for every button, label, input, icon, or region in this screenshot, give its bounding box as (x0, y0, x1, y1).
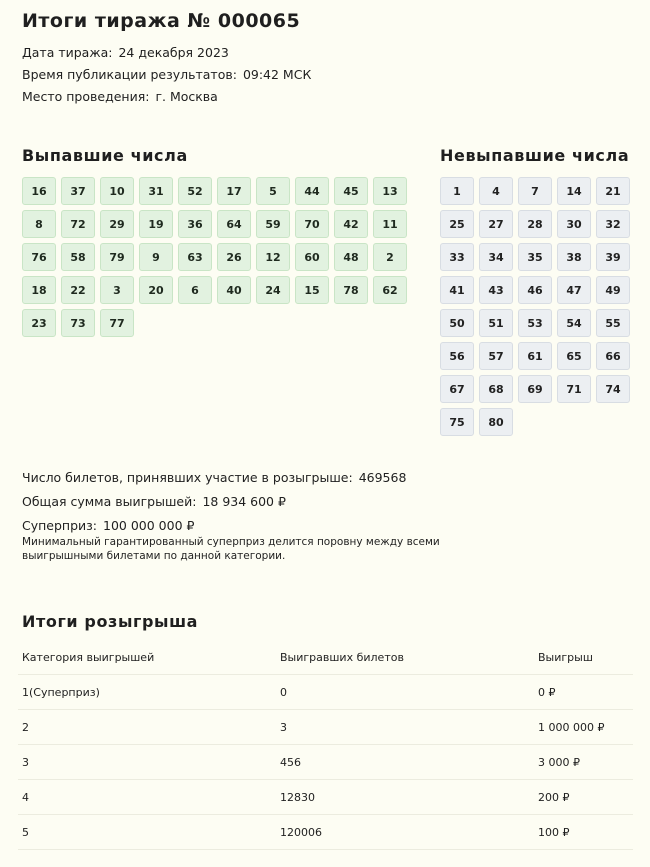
undrawn-number-ball: 67 (440, 375, 474, 403)
drawn-number-ball: 23 (22, 309, 56, 337)
table-row (18, 745, 633, 780)
undrawn-number-ball: 80 (479, 408, 513, 436)
drawn-number-ball: 45 (334, 177, 368, 205)
superprize-label: Суперприз: (22, 518, 98, 533)
drawn-numbers-grid (22, 177, 407, 337)
table-row (18, 780, 633, 815)
undrawn-numbers-title: Невыпавшие числа (440, 146, 630, 165)
undrawn-number-ball: 69 (518, 375, 552, 403)
drawn-number-ball: 26 (217, 243, 251, 271)
draw-date-label: Дата тиража: (22, 45, 113, 60)
drawn-number-ball: 19 (139, 210, 173, 238)
undrawn-number-ball: 56 (440, 342, 474, 370)
drawn-number-ball: 31 (139, 177, 173, 205)
drawn-number-ball: 78 (334, 276, 368, 304)
undrawn-number-ball: 7 (518, 177, 552, 205)
undrawn-number-ball: 39 (596, 243, 630, 271)
table-header-row (18, 640, 633, 675)
table-row (18, 815, 633, 850)
drawn-number-ball: 58 (61, 243, 95, 271)
undrawn-number-ball: 41 (440, 276, 474, 304)
drawn-number-ball: 3 (100, 276, 134, 304)
undrawn-number-ball: 50 (440, 309, 474, 337)
undrawn-number-ball: 33 (440, 243, 474, 271)
drawn-number-ball: 62 (373, 276, 407, 304)
undrawn-number-ball: 49 (596, 276, 630, 304)
undrawn-number-ball: 34 (479, 243, 513, 271)
drawn-number-ball: 59 (256, 210, 290, 238)
draw-place-label: Место проведения: (22, 89, 150, 104)
undrawn-number-ball: 27 (479, 210, 513, 238)
drawn-number-ball: 13 (373, 177, 407, 205)
drawn-numbers-title: Выпавшие числа (22, 146, 188, 165)
drawn-number-ball: 15 (295, 276, 329, 304)
results-title: Итоги розыгрыша (22, 612, 199, 631)
draw-place (22, 89, 218, 104)
drawn-number-ball: 79 (100, 243, 134, 271)
drawn-number-ball: 60 (295, 243, 329, 271)
drawn-number-ball: 16 (22, 177, 56, 205)
draw-date (22, 45, 229, 60)
undrawn-number-ball: 25 (440, 210, 474, 238)
undrawn-number-ball: 32 (596, 210, 630, 238)
total-winnings (22, 494, 286, 509)
undrawn-number-ball: 65 (557, 342, 591, 370)
undrawn-number-ball: 1 (440, 177, 474, 205)
undrawn-number-ball: 14 (557, 177, 591, 205)
drawn-number-ball: 72 (61, 210, 95, 238)
publish-time (22, 67, 311, 82)
undrawn-number-ball: 75 (440, 408, 474, 436)
drawn-number-ball: 73 (61, 309, 95, 337)
drawn-number-ball: 10 (100, 177, 134, 205)
drawn-number-ball: 64 (217, 210, 251, 238)
table-row (18, 710, 633, 745)
superprize (22, 518, 194, 533)
superprize-note: Минимальный гарантированный суперприз делится поровну между всеми выигрышными билетами по данной категории. (22, 536, 440, 562)
tickets-count (22, 470, 406, 485)
drawn-number-ball: 2 (373, 243, 407, 271)
drawn-number-ball: 70 (295, 210, 329, 238)
publish-time-value: 09:42 МСК (242, 67, 312, 82)
drawn-number-ball: 22 (61, 276, 95, 304)
undrawn-number-ball: 61 (518, 342, 552, 370)
drawn-number-ball: 17 (217, 177, 251, 205)
cell-winners: 12830 (276, 780, 534, 815)
cell-prize: 3 000 ₽ (534, 745, 633, 780)
undrawn-number-ball: 30 (557, 210, 591, 238)
drawn-number-ball: 20 (139, 276, 173, 304)
drawn-number-ball: 48 (334, 243, 368, 271)
cell-category: 1(Суперприз) (18, 675, 276, 710)
drawn-number-ball: 77 (100, 309, 134, 337)
undrawn-number-ball: 71 (557, 375, 591, 403)
undrawn-number-ball: 28 (518, 210, 552, 238)
drawn-number-ball: 42 (334, 210, 368, 238)
drawn-number-ball: 52 (178, 177, 212, 205)
cell-category: 3 (18, 745, 276, 780)
undrawn-number-ball: 57 (479, 342, 513, 370)
undrawn-number-ball: 4 (479, 177, 513, 205)
undrawn-number-ball: 74 (596, 375, 630, 403)
column-header-winners: Выигравших билетов (276, 640, 534, 675)
drawn-number-ball: 36 (178, 210, 212, 238)
drawn-number-ball: 44 (295, 177, 329, 205)
undrawn-number-ball: 43 (479, 276, 513, 304)
page-title: Итоги тиража № 000065 (22, 10, 301, 32)
drawn-number-ball: 8 (22, 210, 56, 238)
table-row (18, 675, 633, 710)
undrawn-number-ball: 51 (479, 309, 513, 337)
column-header-prize: Выигрыш (534, 640, 633, 675)
undrawn-number-ball: 53 (518, 309, 552, 337)
undrawn-numbers-grid (440, 177, 630, 436)
drawn-number-ball: 63 (178, 243, 212, 271)
undrawn-number-ball: 38 (557, 243, 591, 271)
undrawn-number-ball: 54 (557, 309, 591, 337)
drawn-number-ball: 18 (22, 276, 56, 304)
cell-winners: 456 (276, 745, 534, 780)
publish-time-label: Время публикации результатов: (22, 67, 237, 82)
cell-category: 4 (18, 780, 276, 815)
tickets-count-label: Число билетов, принявших участие в розыгрыше: (22, 470, 353, 485)
drawn-number-ball: 40 (217, 276, 251, 304)
undrawn-number-ball: 47 (557, 276, 591, 304)
undrawn-number-ball: 21 (596, 177, 630, 205)
undrawn-number-ball: 66 (596, 342, 630, 370)
undrawn-number-ball: 35 (518, 243, 552, 271)
column-header-category: Категория выигрышей (18, 640, 276, 675)
cell-winners: 0 (276, 675, 534, 710)
drawn-number-ball: 9 (139, 243, 173, 271)
draw-place-value: г. Москва (155, 89, 218, 104)
drawn-number-ball: 24 (256, 276, 290, 304)
drawn-number-ball: 5 (256, 177, 290, 205)
results-table (18, 640, 633, 850)
total-winnings-value: 18 934 600 ₽ (202, 494, 286, 509)
cell-prize: 200 ₽ (534, 780, 633, 815)
drawn-number-ball: 76 (22, 243, 56, 271)
cell-category: 2 (18, 710, 276, 745)
draw-date-value: 24 декабря 2023 (118, 45, 229, 60)
drawn-number-ball: 12 (256, 243, 290, 271)
total-winnings-label: Общая сумма выигрышей: (22, 494, 197, 509)
cell-winners: 120006 (276, 815, 534, 850)
undrawn-number-ball: 68 (479, 375, 513, 403)
drawn-number-ball: 37 (61, 177, 95, 205)
undrawn-number-ball: 55 (596, 309, 630, 337)
undrawn-number-ball: 46 (518, 276, 552, 304)
cell-category: 5 (18, 815, 276, 850)
cell-prize: 100 ₽ (534, 815, 633, 850)
cell-prize: 1 000 000 ₽ (534, 710, 633, 745)
superprize-value: 100 000 000 ₽ (103, 518, 195, 533)
drawn-number-ball: 29 (100, 210, 134, 238)
drawn-number-ball: 6 (178, 276, 212, 304)
tickets-count-value: 469568 (358, 470, 407, 485)
cell-winners: 3 (276, 710, 534, 745)
drawn-number-ball: 11 (373, 210, 407, 238)
cell-prize: 0 ₽ (534, 675, 633, 710)
